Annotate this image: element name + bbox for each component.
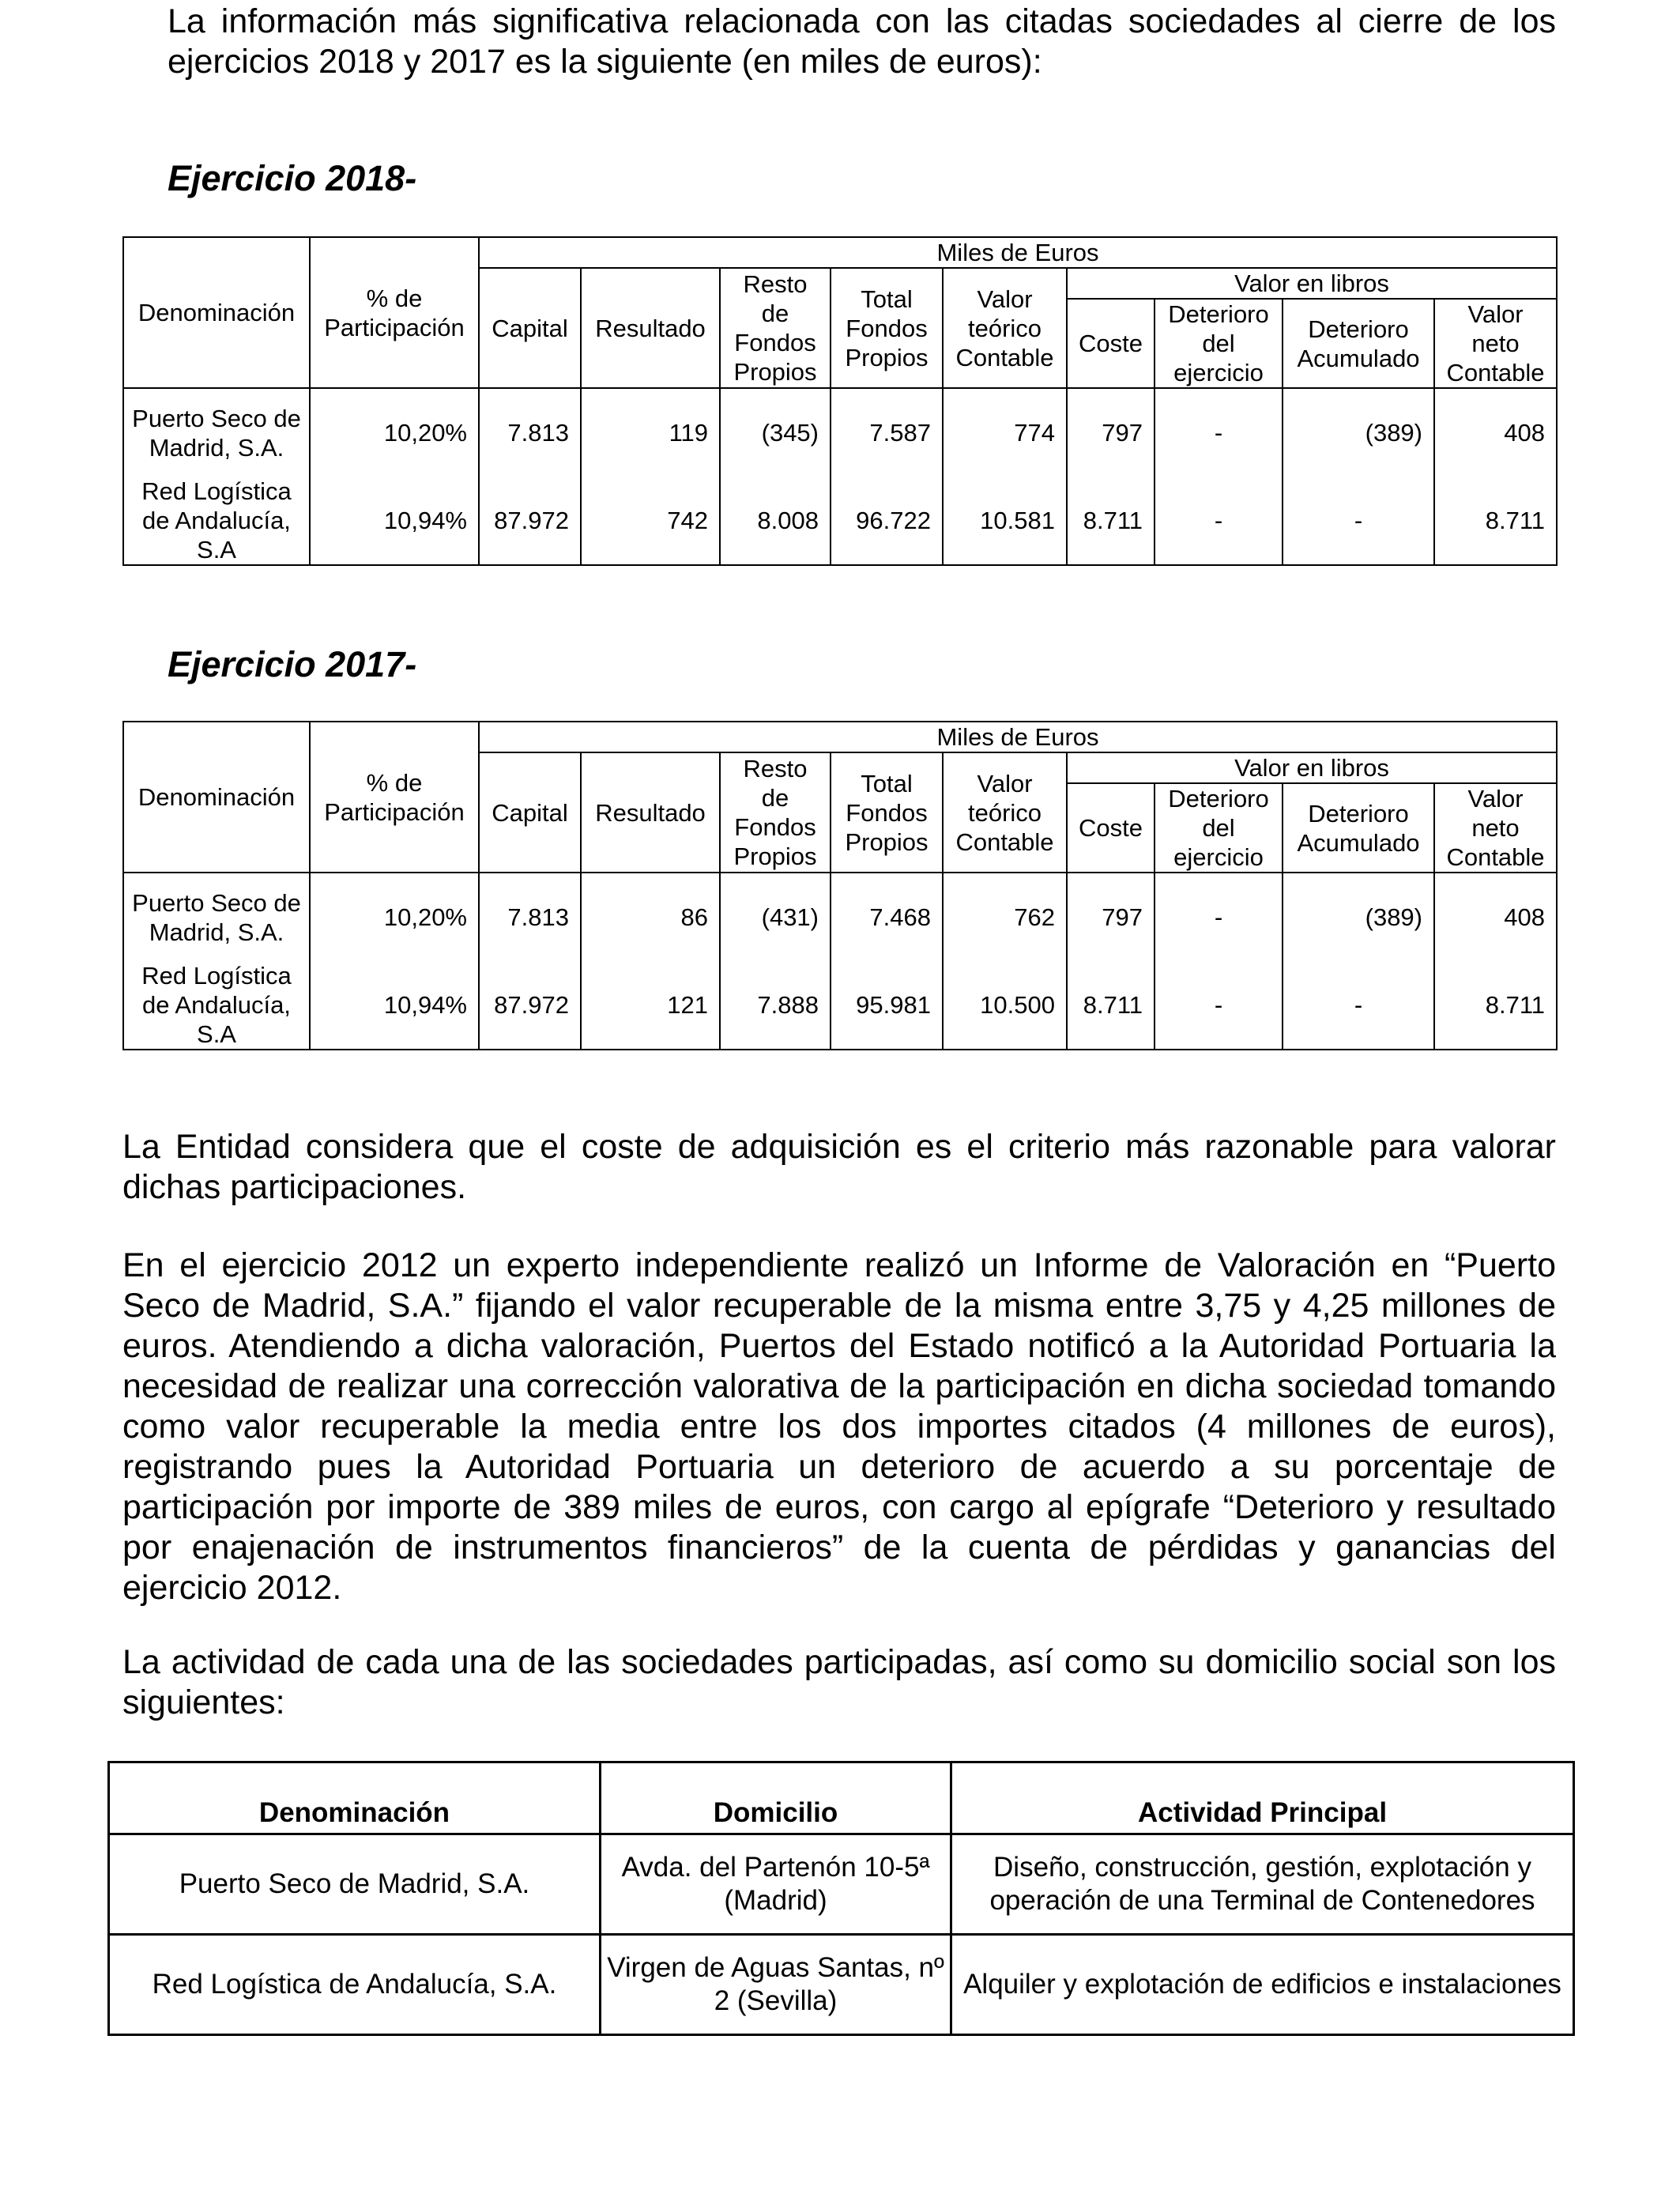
cell-deterioro-ejercicio: - bbox=[1155, 873, 1283, 961]
cell-total: 95.981 bbox=[831, 961, 943, 1050]
cell-pct: 10,94% bbox=[310, 477, 479, 565]
cell-valor-neto: 408 bbox=[1434, 388, 1557, 477]
cell-deterioro-ejercicio: - bbox=[1155, 477, 1283, 565]
cell-total: 7.468 bbox=[831, 873, 943, 961]
cell-coste: 8.711 bbox=[1067, 477, 1155, 565]
cell-resultado: 742 bbox=[581, 477, 720, 565]
cell-domicilio: Virgen de Aguas Santas, nº 2 (Sevilla) bbox=[601, 1935, 951, 2035]
cell-name: Puerto Seco de Madrid, S.A. bbox=[123, 388, 310, 477]
col-denominacion: Denominación bbox=[123, 237, 310, 388]
col-resultado: Resultado bbox=[581, 268, 720, 388]
cell-domicilio: Avda. del Partenón 10-5ª (Madrid) bbox=[601, 1834, 951, 1935]
cell-valor-teorico: 774 bbox=[943, 388, 1067, 477]
cell-deterioro-acumulado: (389) bbox=[1283, 873, 1434, 961]
cell-deterioro-acumulado: - bbox=[1283, 477, 1434, 565]
col-deterioro-ejercicio: Deterioro del ejercicio bbox=[1155, 783, 1283, 873]
intro-paragraph: La información más significativa relacionada con las citadas sociedades al cierre de los ejercicios 2018 y 2017 es la siguiente (en miles de euros): bbox=[168, 2, 1556, 81]
table-row bbox=[123, 388, 1557, 477]
cell-capital: 87.972 bbox=[479, 477, 581, 565]
col-resto-fondos: Resto de Fondos Propios bbox=[720, 752, 831, 873]
table-row bbox=[123, 477, 1557, 565]
cell-resultado: 119 bbox=[581, 388, 720, 477]
col-resto-fondos: Resto de Fondos Propios bbox=[720, 268, 831, 388]
paragraph-2012: En el ejercicio 2012 un experto independiente realizó un Informe de Valoración en “Puerto Seco de Madrid, S.A.” fijando el valor recuperable de la misma entre 3,75 y 4,25 millones de euros. Atendiendo a dicha valoración, Puertos del Estado notificó a la Autoridad Portuaria la necesidad de realizar una corrección valorativa de la participación en dicha sociedad tomando como valor recuperable la media entre los dos importes citados (4 millones de euros), registrando pues la Autoridad Portuaria un deterioro de acuerdo a su porcentaje de participación por importe de 389 miles de euros, con cargo al epígrafe “Deterioro y resultado por enajenación de instrumentos financieros” de la cuenta de pérdidas y ganancias del ejercicio 2012. bbox=[122, 1246, 1556, 1607]
cell-pct: 10,20% bbox=[310, 873, 479, 961]
cell-actividad: Alquiler y explotación de edificios e instalaciones bbox=[951, 1935, 1574, 2035]
table-row bbox=[109, 1935, 1574, 2035]
cell-valor-teorico: 10.500 bbox=[943, 961, 1067, 1050]
table-2017 bbox=[122, 721, 1558, 1050]
cell-valor-teorico: 10.581 bbox=[943, 477, 1067, 565]
cell-coste: 797 bbox=[1067, 388, 1155, 477]
cell-valor-neto: 8.711 bbox=[1434, 961, 1557, 1050]
table-row bbox=[109, 1834, 1574, 1935]
col-valor-teorico: Valor teórico Contable bbox=[943, 268, 1067, 388]
cell-deterioro-ejercicio: - bbox=[1155, 388, 1283, 477]
table-row bbox=[123, 873, 1557, 961]
col-denominacion: Denominación bbox=[109, 1762, 601, 1834]
cell-actividad: Diseño, construcción, gestión, explotación y operación de una Terminal de Contenedores bbox=[951, 1834, 1574, 1935]
cell-resultado: 86 bbox=[581, 873, 720, 961]
col-coste: Coste bbox=[1067, 783, 1155, 873]
cell-valor-teorico: 762 bbox=[943, 873, 1067, 961]
col-group-valor-libros: Valor en libros bbox=[1067, 752, 1557, 783]
col-denominacion: Denominación bbox=[123, 722, 310, 873]
cell-total: 96.722 bbox=[831, 477, 943, 565]
cell-name: Red Logística de Andalucía, S.A bbox=[123, 477, 310, 565]
cell-coste: 8.711 bbox=[1067, 961, 1155, 1050]
col-domicilio: Domicilio bbox=[601, 1762, 951, 1834]
col-total-fondos: Total Fondos Propios bbox=[831, 268, 943, 388]
cell-deterioro-acumulado: - bbox=[1283, 961, 1434, 1050]
col-valor-neto: Valor neto Contable bbox=[1434, 299, 1557, 388]
cell-resultado: 121 bbox=[581, 961, 720, 1050]
col-deterioro-ejercicio: Deterioro del ejercicio bbox=[1155, 299, 1283, 388]
heading-2018: Ejercicio 2018- bbox=[168, 158, 417, 198]
col-actividad: Actividad Principal bbox=[951, 1762, 1574, 1834]
table-row bbox=[123, 961, 1557, 1050]
cell-name: Red Logística de Andalucía, S.A bbox=[123, 961, 310, 1050]
col-capital: Capital bbox=[479, 752, 581, 873]
cell-capital: 87.972 bbox=[479, 961, 581, 1050]
heading-2017: Ejercicio 2017- bbox=[168, 644, 417, 684]
col-resultado: Resultado bbox=[581, 752, 720, 873]
cell-capital: 7.813 bbox=[479, 388, 581, 477]
col-participacion: % de Participación bbox=[310, 237, 479, 388]
paragraph-criterio: La Entidad considera que el coste de adquisición es el criterio más razonable para valorar dichas participaciones. bbox=[122, 1128, 1556, 1206]
cell-total: 7.587 bbox=[831, 388, 943, 477]
cell-valor-neto: 408 bbox=[1434, 873, 1557, 961]
col-capital: Capital bbox=[479, 268, 581, 388]
cell-deterioro-acumulado: (389) bbox=[1283, 388, 1434, 477]
cell-denominacion: Puerto Seco de Madrid, S.A. bbox=[109, 1834, 601, 1935]
col-valor-teorico: Valor teórico Contable bbox=[943, 752, 1067, 873]
col-total-fondos: Total Fondos Propios bbox=[831, 752, 943, 873]
col-coste: Coste bbox=[1067, 299, 1155, 388]
activity-table bbox=[107, 1761, 1575, 2036]
cell-name: Puerto Seco de Madrid, S.A. bbox=[123, 873, 310, 961]
col-group-miles-euros: Miles de Euros bbox=[479, 722, 1557, 752]
cell-valor-neto: 8.711 bbox=[1434, 477, 1557, 565]
col-participacion: % de Participación bbox=[310, 722, 479, 873]
cell-pct: 10,20% bbox=[310, 388, 479, 477]
cell-pct: 10,94% bbox=[310, 961, 479, 1050]
cell-resto: (345) bbox=[720, 388, 831, 477]
cell-coste: 797 bbox=[1067, 873, 1155, 961]
cell-resto: (431) bbox=[720, 873, 831, 961]
cell-resto: 7.888 bbox=[720, 961, 831, 1050]
col-deterioro-acumulado: Deterioro Acumulado bbox=[1283, 783, 1434, 873]
cell-denominacion: Red Logística de Andalucía, S.A. bbox=[109, 1935, 601, 2035]
cell-deterioro-ejercicio: - bbox=[1155, 961, 1283, 1050]
table-2018 bbox=[122, 236, 1558, 566]
col-deterioro-acumulado: Deterioro Acumulado bbox=[1283, 299, 1434, 388]
cell-resto: 8.008 bbox=[720, 477, 831, 565]
cell-capital: 7.813 bbox=[479, 873, 581, 961]
col-valor-neto: Valor neto Contable bbox=[1434, 783, 1557, 873]
col-group-miles-euros: Miles de Euros bbox=[479, 237, 1557, 268]
paragraph-actividad: La actividad de cada una de las sociedades participadas, así como su domicilio social son los siguientes: bbox=[122, 1643, 1556, 1721]
col-group-valor-libros: Valor en libros bbox=[1067, 268, 1557, 299]
